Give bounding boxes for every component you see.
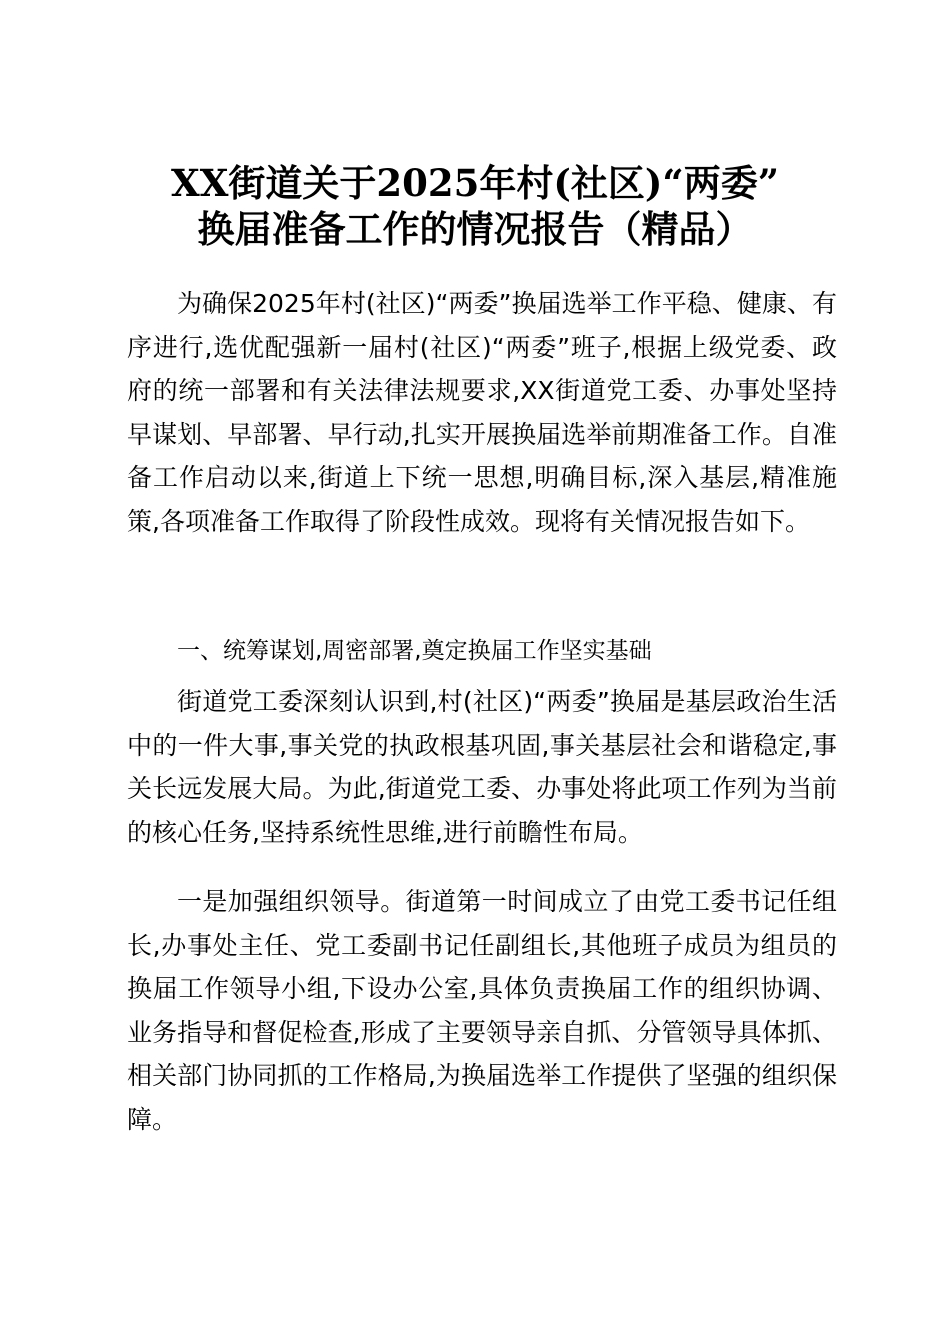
section1-paragraph-2: 一是加强组织领导。街道第一时间成立了由党工委书记任组长,办事处主任、党工委副书记任副组长,其他班子成员为组员的换届工作领导小组,下设办公室,具体负责换届工作的组织协调、业务指导和督促检查,形成了主要领导亲自抓、分管领导具体抓、相关部门协同抓的工作格局,为换届选举工作提供了坚强的组织保障。 xyxy=(127,887,837,1134)
section-heading-1: 一、统筹谋划,周密部署,奠定换届工作坚实基础 xyxy=(177,638,652,664)
document-title-line-1: XX街道关于2025年村(社区)“两委” xyxy=(171,161,779,205)
intro-paragraph: 为确保2025年村(社区)“两委”换届选举工作平稳、健康、有序进行,选优配强新一届村(社区)“两委”班子,根据上级党委、政府的统一部署和有关法律法规要求,XX街道党工委、办事处坚持早谋划、早部署、早行动,扎实开展换届选举前期准备工作。自准备工作启动以来,街道上下统一思想,明确目标,深入基层,精准施策,各项准备工作取得了阶段性成效。现将有关情况报告如下。 xyxy=(127,289,837,536)
document-title-line-2: 换届准备工作的情况报告（精品） xyxy=(197,207,753,251)
section1-paragraph-1: 街道党工委深刻认识到,村(社区)“两委”换届是基层政治生活中的一件大事,事关党的执政根基巩固,事关基层社会和谐稳定,事关长远发展大局。为此,街道党工委、办事处将此项工作列为当前的核心任务,坚持系统性思维,进行前瞻性布局。 xyxy=(127,687,837,847)
